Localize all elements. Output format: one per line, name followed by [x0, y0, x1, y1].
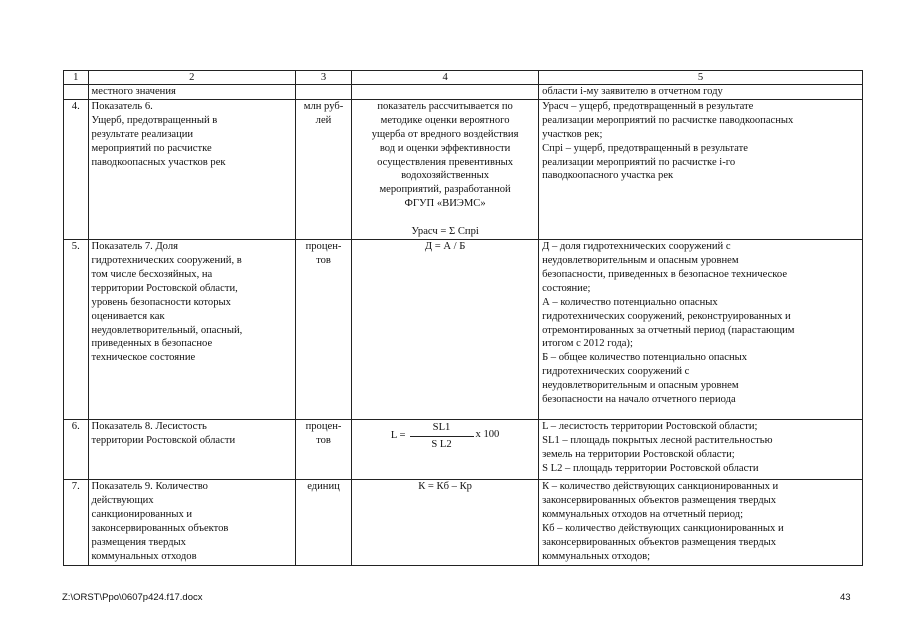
header-cell-5: 5: [539, 71, 863, 85]
formula-numerator: SL1: [432, 422, 451, 434]
method-cell: [352, 240, 539, 420]
unit-cell: млн руб- лей: [295, 99, 351, 239]
method-text: показатель рассчитывается по методике оценки вероятного ущерба от вредного воздействия вод и оценки эффективности осуществления превентивных водохозяйственных мероприятий, разработанной ФГУП «ВИЭМС»: [371, 100, 519, 210]
fraction-formula: [355, 421, 535, 451]
header-cell-3: 3: [295, 71, 351, 85]
unit-cell: процен- тов: [295, 240, 351, 420]
method-cell: [352, 99, 539, 239]
indicators-table: [63, 70, 863, 566]
header-cell-4: 4: [352, 71, 539, 85]
row-number: 6.: [64, 420, 89, 480]
table-row: [64, 480, 863, 566]
table-row-continuation: [64, 85, 863, 100]
description-cell: области i-му заявителю в отчетном году: [539, 85, 863, 100]
table-row: [64, 420, 863, 480]
description-cell: Урасч – ущерб, предотвращенный в результате реализации мероприятий по расчистке паводкоопасных участков рек; Спрi – ущерб, предотвращенный в результате реализации мероприятий по расчистке i-го паводкоопасного участка рек: [539, 99, 863, 239]
table-header-row: [64, 71, 863, 85]
formula-lhs: L =: [390, 430, 406, 442]
row-number: 7.: [64, 480, 89, 566]
row-number: 4.: [64, 99, 89, 239]
header-cell-1: 1: [64, 71, 89, 85]
formula-text: Д = А / Б: [424, 241, 466, 253]
formula-text: Урасч = Σ Спрi: [411, 226, 479, 238]
indicator-cell: местного значения: [88, 85, 295, 100]
indicator-cell: Показатель 9. Количество действующих санкционированных и законсервированных объектов размещения твердых коммунальных отходов: [88, 480, 295, 566]
method-cell: [352, 420, 539, 480]
formula-denominator: S L2: [431, 439, 452, 451]
num-cell: [64, 85, 89, 100]
description-cell: Д – доля гидротехнических сооружений с неудовлетворительным и опасным уровнем безопасности, приведенных в безопасное техническое состояние; А – количество потенциально опасных гидротехнических сооружений, реконструированных и отремонтированных за отчетный период (парастающим итогом с 2012 года); Б – общее количество потенциально опасных гидротехнических сооружений с неудовлетворительным и опасным уровнем безопасности на начало отчетного периода: [539, 240, 863, 420]
table-row: [64, 240, 863, 420]
unit-cell: процен- тов: [295, 420, 351, 480]
description-cell: К – количество действующих санкционированных и законсервированных объектов размещения твердых коммунальных отходов на отчетный период; Кб – количество действующих санкционированных и законсервированных объектов размещения твердых коммунальных отходов;: [539, 480, 863, 566]
footer-file-path: Z:\ORST\Ppo\0607p424.f17.docx: [62, 592, 203, 603]
formula-text: К = Кб – Кр: [418, 481, 472, 493]
unit-cell: [295, 85, 351, 100]
row-number: 5.: [64, 240, 89, 420]
footer-page-number: 43: [840, 592, 851, 603]
unit-cell: единиц: [295, 480, 351, 566]
table-row: [64, 99, 863, 239]
indicator-cell: Показатель 8. Лесистость территории Ростовской области: [88, 420, 295, 480]
formula-multiplier: х 100: [475, 429, 500, 441]
indicator-cell: Показатель 7. Доля гидротехнических сооружений, в том числе бесхозяйных, на территории Ростовской области, уровень безопасности которых оценивается как неудовлетворительный, опасный, приведенных в безопасное техническое состояние: [88, 240, 295, 420]
fraction-bar: [410, 436, 474, 437]
indicator-cell: Показатель 6. Ущерб, предотвращенный в результате реализации мероприятий по расчистке паводкоопасных участков рек: [88, 99, 295, 239]
header-cell-2: 2: [88, 71, 295, 85]
method-cell: [352, 480, 539, 566]
description-cell: L – лесистость территории Ростовской области; SL1 – площадь покрытых лесной растительностью земель на территории Ростовской области; S L2 – площадь территории Ростовской области: [539, 420, 863, 480]
method-cell: [352, 85, 539, 100]
